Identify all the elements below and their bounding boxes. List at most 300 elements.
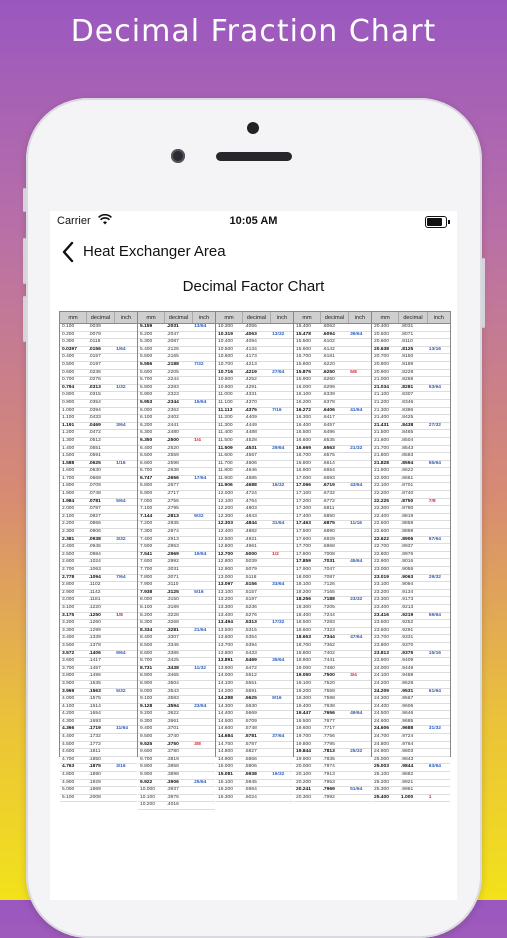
- cell-decimal: .2126: [166, 346, 179, 352]
- cell-mm: 1.100: [62, 415, 75, 421]
- header-mm: mm: [216, 312, 243, 323]
- cell-inch: [270, 742, 293, 749]
- table-column-2: [138, 312, 216, 808]
- cell-decimal: .8465: [400, 430, 414, 436]
- cell-decimal: .8150: [400, 354, 414, 360]
- cell-decimal: .3976: [166, 794, 179, 800]
- cell-mm: 0.700: [62, 377, 75, 383]
- table-row: [294, 696, 371, 704]
- table-row: [294, 643, 371, 651]
- cell-decimal: .1811: [88, 749, 101, 755]
- cell-decimal: .3750: [166, 741, 179, 747]
- table-row: [216, 734, 293, 742]
- cell-mm: 15.600: [296, 346, 311, 352]
- cell-mm: 15.478: [296, 331, 311, 337]
- table-row: [138, 559, 215, 567]
- cell-mm: 0.800: [62, 392, 75, 398]
- cell-inch: [427, 787, 450, 794]
- cell-inch: [348, 537, 371, 544]
- cell-decimal: .0472: [88, 430, 101, 436]
- cell-mm: 18.653: [296, 635, 311, 641]
- cell-decimal: .4606: [244, 460, 257, 466]
- cell-mm: 5.600: [140, 369, 153, 375]
- cell-inch: [427, 559, 450, 566]
- table-row: [60, 780, 137, 788]
- cell-inch: 29/32: [428, 574, 442, 580]
- table-row: [294, 385, 371, 393]
- cell-inch: [348, 780, 371, 787]
- cell-inch: [427, 666, 450, 673]
- cell-inch: 61/64: [428, 688, 442, 694]
- cell-inch: [348, 575, 371, 582]
- cell-decimal: .1772: [88, 741, 101, 747]
- table-row: [138, 780, 215, 788]
- cell-inch: [192, 559, 215, 566]
- cell-decimal: .7813: [322, 749, 335, 755]
- cell-mm: 23.300: [374, 597, 389, 603]
- table-row: [372, 332, 450, 340]
- cell-inch: [427, 658, 450, 665]
- cell-mm: 22.622: [374, 536, 389, 542]
- cell-decimal: .6378: [322, 399, 335, 405]
- cell-inch: [427, 567, 450, 574]
- table-row: [60, 544, 137, 552]
- cell-decimal: .2480: [166, 430, 179, 436]
- cell-decimal: .1563: [88, 688, 101, 694]
- cell-decimal: .5984: [244, 787, 257, 793]
- cell-mm: 20.638: [374, 346, 389, 352]
- cell-decimal: .4370: [244, 399, 257, 405]
- cell-mm: 24.300: [374, 696, 389, 702]
- cell-mm: 3.900: [62, 680, 75, 686]
- cell-decimal: .9375: [400, 650, 414, 656]
- cell-mm: 0.100: [62, 324, 75, 329]
- cell-inch: [348, 476, 371, 483]
- cell-mm: 2.778: [62, 574, 75, 580]
- table-row: [216, 423, 293, 431]
- table-row: [294, 400, 371, 408]
- cell-decimal: .0630: [88, 468, 101, 474]
- cell-decimal: .9567: [400, 696, 414, 702]
- table-row: [216, 392, 293, 400]
- table-row: [138, 749, 215, 757]
- table-row: [138, 377, 215, 385]
- table-row: [60, 453, 137, 461]
- cell-mm: 21.828: [374, 460, 389, 466]
- cell-mm: 1.700: [62, 475, 75, 481]
- cell-mm: 25.100: [374, 772, 389, 778]
- table-row: [60, 499, 137, 507]
- phone-power-button: [482, 258, 485, 328]
- cell-inch: [270, 719, 293, 726]
- table-row: [372, 370, 450, 378]
- cell-mm: 3.400: [62, 635, 75, 641]
- cell-decimal: .1260: [88, 620, 101, 626]
- cell-inch: [427, 719, 450, 726]
- cell-mm: 15.800: [296, 361, 311, 367]
- table-row: [294, 605, 371, 613]
- cell-inch: [114, 658, 137, 665]
- table-row: [60, 476, 137, 484]
- cell-inch: [348, 681, 371, 688]
- cell-inch: [427, 757, 450, 764]
- cell-mm: 5.700: [140, 377, 153, 383]
- cell-decimal: .1094: [88, 574, 101, 580]
- cell-decimal: .1732: [88, 734, 101, 740]
- table-row: [372, 696, 450, 704]
- cell-inch: [348, 324, 371, 331]
- cell-inch: [427, 582, 450, 589]
- cell-inch: [427, 696, 450, 703]
- table-row: [372, 635, 450, 643]
- table-row: [216, 377, 293, 385]
- cell-decimal: .3858: [166, 764, 179, 770]
- cell-mm: 17.800: [296, 551, 311, 557]
- cell-decimal: .8438: [400, 422, 414, 428]
- cell-inch: [114, 635, 137, 642]
- chevron-left-icon[interactable]: [60, 241, 76, 263]
- cell-inch: [348, 400, 371, 407]
- table-row: [372, 559, 450, 567]
- cell-mm: 21.400: [374, 415, 389, 421]
- table-row: [60, 491, 137, 499]
- table-row: [60, 415, 137, 423]
- cell-mm: 0.200: [62, 331, 75, 337]
- cell-inch: [270, 689, 293, 696]
- table-row: [60, 529, 137, 537]
- cell-inch: [348, 605, 371, 612]
- table-row: [294, 544, 371, 552]
- cell-mm: 7.400: [140, 536, 153, 542]
- table-row: [294, 491, 371, 499]
- cell-inch: [192, 537, 215, 544]
- cell-mm: 13.500: [218, 627, 233, 633]
- cell-decimal: .8906: [400, 536, 414, 542]
- table-row: [372, 620, 450, 628]
- header-inch: inch: [433, 314, 444, 321]
- status-time: 10:05 AM: [229, 215, 278, 227]
- cell-decimal: .6496: [322, 430, 335, 436]
- cell-decimal: .4882: [244, 529, 257, 535]
- cell-inch: [192, 719, 215, 726]
- cell-decimal: .0748: [88, 491, 101, 497]
- cell-inch: 13/64: [194, 324, 207, 329]
- cell-inch: 27/64: [272, 369, 285, 375]
- cell-mm: 7.541: [140, 551, 153, 557]
- cell-mm: 6.200: [140, 422, 153, 428]
- table-row: [216, 696, 293, 704]
- cell-inch: [192, 415, 215, 422]
- cell-mm: 8.000: [140, 597, 153, 603]
- cell-decimal: .3937: [166, 787, 179, 793]
- cell-inch: 15/16: [428, 650, 442, 656]
- cell-mm: 22.000: [374, 475, 389, 481]
- cell-inch: 11/64: [116, 726, 129, 732]
- cell-decimal: .6142: [322, 346, 335, 352]
- table-row: [216, 461, 293, 469]
- table-row: [60, 423, 137, 431]
- cell-inch: [348, 423, 371, 430]
- table-row: [138, 506, 215, 514]
- cell-decimal: .3268: [166, 620, 179, 626]
- cell-mm: 22.700: [374, 544, 389, 550]
- cell-decimal: .9961: [400, 787, 414, 793]
- cell-inch: [114, 780, 137, 787]
- cell-inch: [192, 689, 215, 696]
- cell-decimal: .2656: [166, 475, 179, 481]
- cell-inch: 23/32: [350, 597, 363, 603]
- cell-inch: [427, 332, 450, 339]
- cell-inch: [114, 673, 137, 680]
- cell-inch: 39/64: [350, 331, 363, 337]
- cell-mm: 0.300: [62, 339, 75, 345]
- cell-inch: [270, 529, 293, 536]
- cell-inch: 21/32: [350, 445, 363, 451]
- cell-inch: [192, 582, 215, 589]
- table-row: [60, 324, 137, 332]
- table-row: [216, 711, 293, 719]
- cell-decimal: .3583: [166, 696, 179, 702]
- cell-inch: [114, 620, 137, 627]
- table-row: [60, 468, 137, 476]
- cell-mm: 11.100: [218, 399, 233, 405]
- cell-inch: [270, 506, 293, 513]
- cell-inch: [427, 453, 450, 460]
- table-row: [372, 544, 450, 552]
- table-row: [294, 529, 371, 537]
- cell-mm: 20.900: [374, 369, 389, 375]
- table-row: [138, 446, 215, 454]
- cell-inch: 11/16: [350, 521, 363, 527]
- table-row: [216, 772, 293, 780]
- table-row: [60, 651, 137, 659]
- cell-decimal: .5591: [244, 688, 257, 694]
- cell-mm: 19.400: [296, 703, 311, 709]
- cell-inch: [192, 354, 215, 361]
- cell-decimal: .9724: [400, 734, 414, 740]
- cell-mm: 24.200: [374, 680, 389, 686]
- cell-decimal: .4375: [244, 407, 257, 413]
- cell-inch: 15/32: [272, 483, 285, 489]
- cell-decimal: .3386: [166, 650, 179, 656]
- cell-mm: 17.900: [296, 567, 311, 572]
- cell-inch: [270, 764, 293, 771]
- cell-mm: 23.019: [374, 574, 389, 580]
- cell-mm: 23.700: [374, 635, 389, 641]
- cell-decimal: .3906: [166, 779, 179, 785]
- table-row: [294, 499, 371, 507]
- cell-inch: [427, 483, 450, 490]
- cell-mm: 22.225: [374, 498, 389, 504]
- cell-mm: 20.800: [374, 361, 389, 367]
- cell-decimal: .9528: [400, 680, 414, 686]
- table-row: [372, 757, 450, 765]
- cell-mm: 1.500: [62, 453, 75, 459]
- cell-mm: 11.300: [218, 422, 233, 428]
- cell-inch: 7/8: [428, 498, 436, 504]
- table-row: [138, 719, 215, 727]
- table-row: [60, 658, 137, 666]
- cell-mm: 15.700: [296, 354, 311, 360]
- cell-decimal: .2559: [166, 453, 179, 459]
- cell-inch: [114, 400, 137, 407]
- cell-decimal: .9016: [400, 559, 414, 565]
- cell-mm: 9.400: [140, 726, 153, 732]
- cell-decimal: .4567: [244, 453, 257, 459]
- cell-decimal: .6102: [322, 339, 335, 345]
- cell-decimal: .6063: [322, 324, 335, 329]
- cell-inch: [114, 339, 137, 346]
- cell-mm: 4.000: [62, 696, 75, 702]
- table-row: [138, 802, 215, 810]
- cell-decimal: .0313: [88, 384, 101, 390]
- table-row: [60, 764, 137, 772]
- cell-mm: 2.000: [62, 506, 75, 512]
- cell-inch: [270, 544, 293, 551]
- cell-decimal: .6968: [322, 544, 335, 550]
- cell-mm: 7.600: [140, 559, 153, 565]
- cell-decimal: .9921: [400, 779, 414, 785]
- table-row: [294, 339, 371, 347]
- cell-decimal: .6457: [322, 422, 335, 428]
- cell-mm: 5.300: [140, 339, 153, 345]
- header-inch: inch: [276, 314, 288, 321]
- cell-inch: [348, 734, 371, 741]
- cell-inch: [427, 468, 450, 475]
- cell-inch: [427, 620, 450, 627]
- table-row: [138, 666, 215, 674]
- cell-inch: 25/32: [350, 749, 363, 755]
- table-row: [294, 483, 371, 491]
- cell-mm: 13.600: [218, 635, 233, 641]
- cell-inch: [114, 453, 137, 460]
- cell-mm: 12.200: [218, 506, 233, 512]
- cell-mm: 5.000: [62, 787, 75, 793]
- cell-mm: 14.500: [218, 718, 233, 724]
- cell-mm: 7.700: [140, 567, 153, 572]
- table-row: [216, 719, 293, 727]
- cell-decimal: .2795: [166, 506, 179, 512]
- cell-mm: 6.747: [140, 475, 153, 481]
- table-row: [372, 385, 450, 393]
- cell-mm: 14.300: [218, 703, 233, 709]
- table-row: [294, 635, 371, 643]
- cell-mm: 23.000: [374, 567, 389, 572]
- cell-inch: 5/16: [194, 589, 204, 595]
- cell-decimal: .9094: [400, 582, 414, 588]
- table-row: [294, 719, 371, 727]
- cell-inch: [192, 605, 215, 612]
- table-row: [60, 377, 137, 385]
- cell-inch: [192, 483, 215, 490]
- cell-mm: 19.700: [296, 734, 311, 740]
- cell-decimal: .8858: [400, 521, 414, 527]
- cell-decimal: .6250: [322, 369, 335, 375]
- cell-inch: [427, 772, 450, 779]
- cell-decimal: .1535: [88, 680, 101, 686]
- table-row: [138, 726, 215, 734]
- table-row: [138, 635, 215, 643]
- cell-decimal: .7835: [322, 756, 335, 762]
- cell-inch: [427, 324, 450, 331]
- cell-mm: 17.400: [296, 513, 311, 519]
- cell-decimal: .2188: [166, 361, 179, 367]
- cell-mm: 3.572: [62, 650, 75, 656]
- table-row: [372, 552, 450, 560]
- cell-mm: 15.900: [296, 377, 311, 383]
- cell-decimal: .8976: [400, 551, 414, 557]
- table-row: [60, 772, 137, 780]
- table-row: [294, 324, 371, 332]
- cell-mm: 10.000: [140, 787, 155, 793]
- cell-decimal: .9409: [400, 658, 414, 664]
- table-row: [138, 529, 215, 537]
- table-row: [294, 392, 371, 400]
- cell-mm: 13.200: [218, 597, 233, 603]
- table-row: [294, 408, 371, 416]
- cell-mm: 16.000: [296, 384, 311, 390]
- cell-inch: [270, 567, 293, 574]
- cell-inch: [427, 377, 450, 384]
- cell-mm: 9.000: [140, 688, 153, 694]
- cell-decimal: .5469: [244, 658, 257, 664]
- table-row: [60, 559, 137, 567]
- cell-decimal: .8125: [400, 346, 414, 352]
- cell-decimal: .7283: [322, 620, 335, 626]
- cell-decimal: .0079: [88, 331, 101, 337]
- cell-decimal: .6406: [322, 407, 335, 413]
- table-row: [216, 324, 293, 332]
- cell-inch: [270, 491, 293, 498]
- table-row: [216, 483, 293, 491]
- cell-mm: 1.400: [62, 445, 75, 451]
- cell-inch: 1/32: [116, 384, 126, 390]
- cell-mm: 14.100: [218, 680, 233, 686]
- cell-mm: 3.600: [62, 658, 75, 664]
- cell-decimal: .3780: [166, 749, 179, 755]
- cell-decimal: .1339: [88, 635, 101, 641]
- cell-mm: 4.500: [62, 741, 75, 747]
- cell-mm: 7.300: [140, 529, 153, 535]
- cell-decimal: .3661: [166, 718, 179, 724]
- cell-mm: 22.400: [374, 513, 389, 519]
- cell-inch: [192, 461, 215, 468]
- cell-inch: [270, 392, 293, 399]
- cell-mm: 25.000: [374, 756, 389, 762]
- table-row: [216, 559, 293, 567]
- cell-inch: [270, 651, 293, 658]
- cell-mm: 0.794: [62, 384, 75, 390]
- cell-decimal: .9331: [400, 635, 414, 641]
- cell-mm: 0.900: [62, 399, 75, 405]
- cell-mm: 9.700: [140, 756, 153, 762]
- cell-mm: 14.400: [218, 711, 233, 717]
- cell-mm: 10.200: [140, 802, 155, 808]
- table-row: [138, 461, 215, 469]
- cell-inch: [348, 544, 371, 551]
- cell-decimal: .8504: [400, 437, 414, 443]
- cell-inch: [192, 491, 215, 498]
- table-row: [372, 787, 450, 795]
- table-row: [372, 673, 450, 681]
- cell-mm: 9.300: [140, 718, 153, 724]
- table-row: [216, 521, 293, 529]
- cell-mm: 16.800: [296, 460, 311, 466]
- cell-inch: [270, 681, 293, 688]
- cell-inch: [427, 742, 450, 749]
- cell-inch: [192, 787, 215, 794]
- cell-inch: [192, 347, 215, 354]
